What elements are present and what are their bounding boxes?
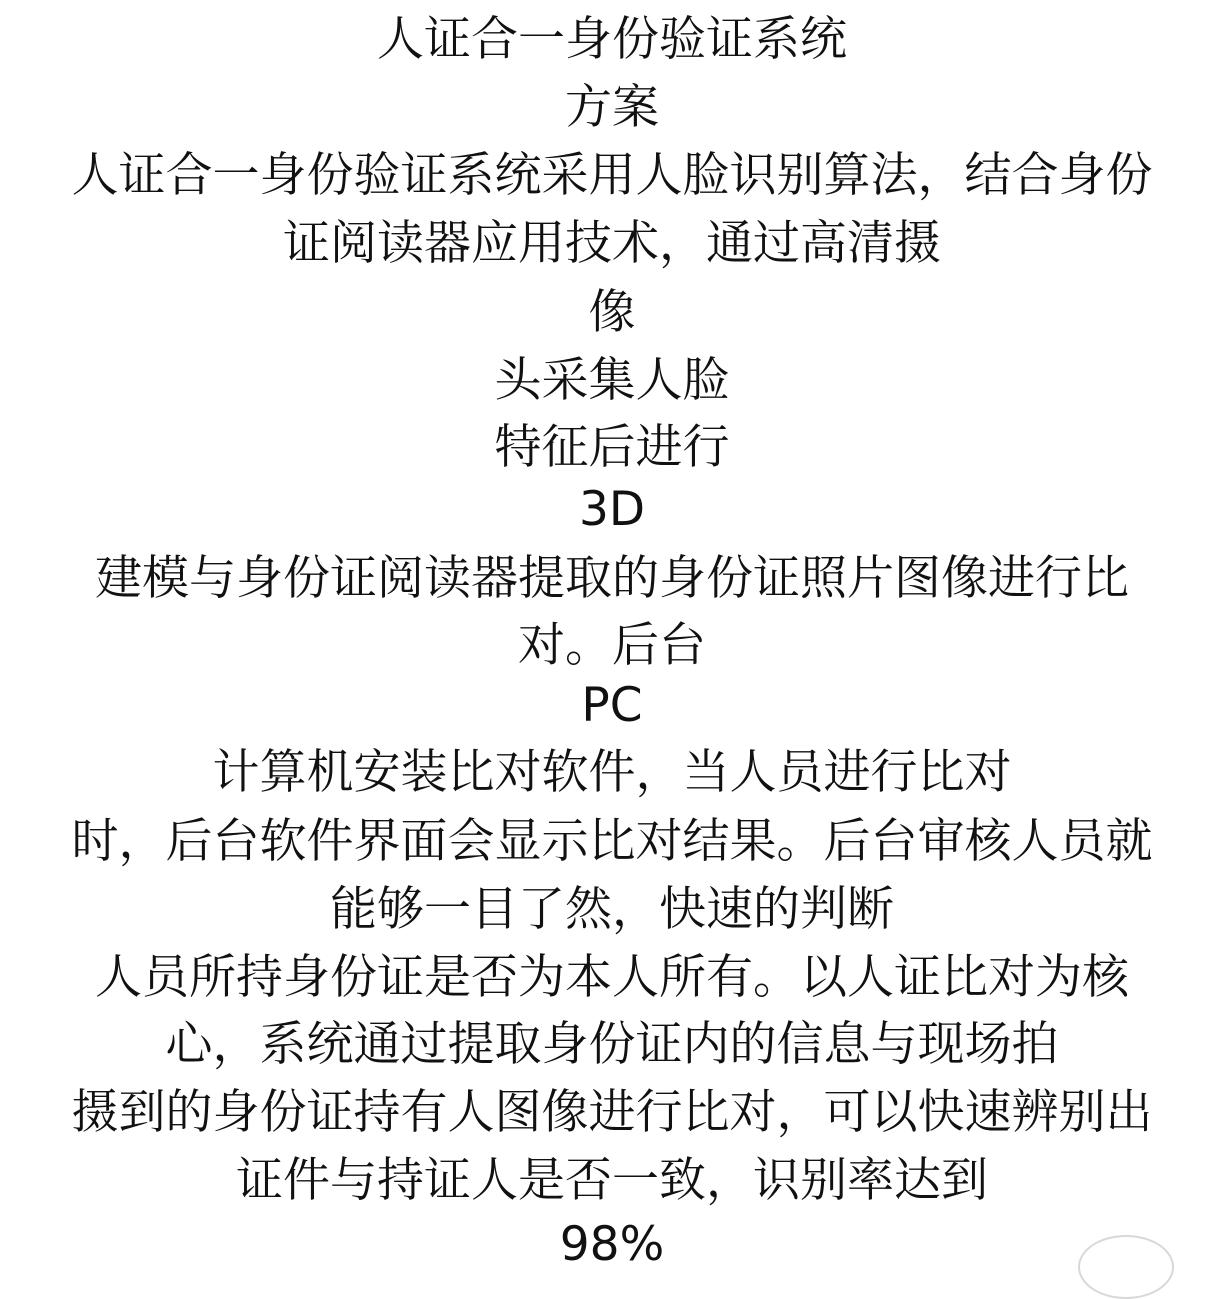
body-text-line: 能够一目了然，快速的判断 (330, 882, 894, 937)
body-text-line: 建模与身份证阅读器提取的身份证照片图像进行比 (95, 551, 1129, 606)
body-text-line: 时，后台软件界面会显示比对结果。后台审核人员就 (71, 814, 1153, 869)
body-text-line: 特征后进行 (494, 420, 730, 475)
body-text-line: 像 (588, 285, 636, 340)
body-text-line: 证件与持证人是否一致，识别率达到 (236, 1153, 988, 1208)
body-text-line: 摄到的身份证持有人图像进行比对，可以快速辨别出 (71, 1085, 1153, 1140)
body-text-line: 对。后台 (518, 618, 706, 673)
body-text-line: 计算机安装比对软件，当人员进行比对 (212, 745, 1012, 800)
body-text-line: 3D (578, 482, 646, 537)
body-text-line: 98% (559, 1217, 665, 1272)
body-text-line: 心，系统通过提取身份证内的信息与现场拍 (165, 1017, 1059, 1072)
body-text-line: 头采集人脸 (494, 353, 730, 408)
corner-circle-icon (1078, 1235, 1174, 1299)
document-title: 人证合一身份验证系统 (377, 12, 847, 67)
body-text-line: PC (581, 678, 643, 733)
body-text-line: 人员所持身份证是否为本人所有。以人证比对为核 (95, 950, 1129, 1005)
document-subtitle: 方案 (565, 80, 659, 135)
body-text-line: 人证合一身份验证系统采用人脸识别算法，结合身份 (71, 148, 1153, 203)
body-text-line: 证阅读器应用技术，通过高清摄 (283, 216, 941, 271)
